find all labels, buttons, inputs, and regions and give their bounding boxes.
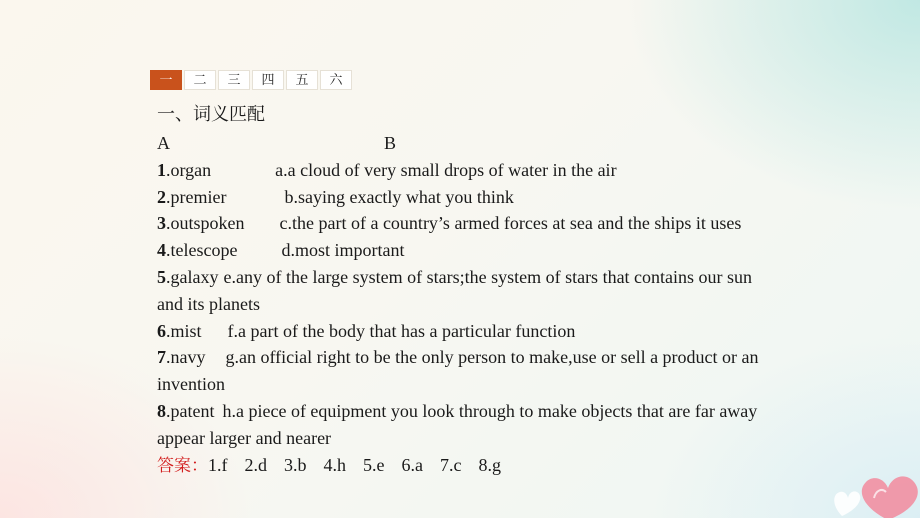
answer-item: 1.f: [208, 454, 228, 475]
tab-2[interactable]: 二: [184, 70, 216, 90]
item-word: .navy: [166, 347, 206, 368]
item-number: 1: [157, 159, 166, 180]
item-definition: d.most important: [281, 240, 405, 261]
match-item: [157, 344, 767, 398]
item-definition: f.a part of the body that has a particular function: [227, 320, 576, 341]
match-item: [157, 398, 767, 452]
answer-key: [157, 452, 767, 480]
match-item: [157, 318, 767, 345]
answer-item: 4.h: [323, 454, 346, 475]
item-number: 7: [157, 347, 166, 368]
item-definition: e.any of the large system of stars;the system of stars that contains our sun and its planets: [157, 266, 753, 314]
tab-4[interactable]: 四: [252, 70, 284, 90]
item-definition: b.saying exactly what you think: [284, 186, 514, 207]
item-definition: h.a piece of equipment you look through to make objects that are far away appear larger and nearer: [157, 400, 758, 448]
answer-item: 5.e: [363, 454, 385, 475]
exercise-content: [157, 100, 767, 479]
section-tabs: [150, 70, 352, 90]
tab-3[interactable]: 三: [218, 70, 250, 90]
answer-item: 8.g: [478, 454, 501, 475]
item-word: .premier: [166, 186, 227, 207]
item-definition: g.an official right to be the only person to make,use or sell a product or an invention: [157, 347, 759, 395]
match-item: [157, 264, 767, 318]
tab-5[interactable]: 五: [286, 70, 318, 90]
match-item: [157, 184, 767, 211]
match-item: [157, 210, 767, 237]
column-a-header: A: [157, 133, 170, 153]
item-word: .organ: [166, 159, 212, 180]
item-number: 2: [157, 186, 166, 207]
item-number: 8: [157, 400, 166, 421]
column-b-header: B: [384, 133, 397, 153]
item-word: .galaxy: [166, 266, 219, 287]
item-definition: a.a cloud of very small drops of water in the air: [275, 159, 617, 180]
item-word: .patent: [166, 400, 215, 421]
answer-item: 7.c: [440, 454, 462, 475]
item-number: 4: [157, 240, 166, 261]
answer-item: 6.a: [401, 454, 423, 475]
item-definition: c.the part of a country’s armed forces at sea and the ships it uses: [279, 213, 742, 234]
answer-item: 2.d: [244, 454, 267, 475]
item-word: .mist: [166, 320, 202, 341]
item-word: .telescope: [166, 240, 238, 261]
column-headers: [157, 130, 767, 157]
item-number: 3: [157, 213, 166, 234]
item-number: 5: [157, 266, 166, 287]
tab-1[interactable]: 一: [150, 70, 182, 90]
item-number: 6: [157, 320, 166, 341]
match-item: [157, 237, 767, 264]
tab-6[interactable]: 六: [320, 70, 352, 90]
match-item: [157, 157, 767, 184]
hearts-decoration-icon: [830, 458, 920, 518]
answer-label: 答案：: [157, 455, 208, 476]
section-title: 一、词义匹配: [157, 104, 265, 125]
item-word: .outspoken: [166, 213, 245, 234]
answer-item: 3.b: [284, 454, 307, 475]
